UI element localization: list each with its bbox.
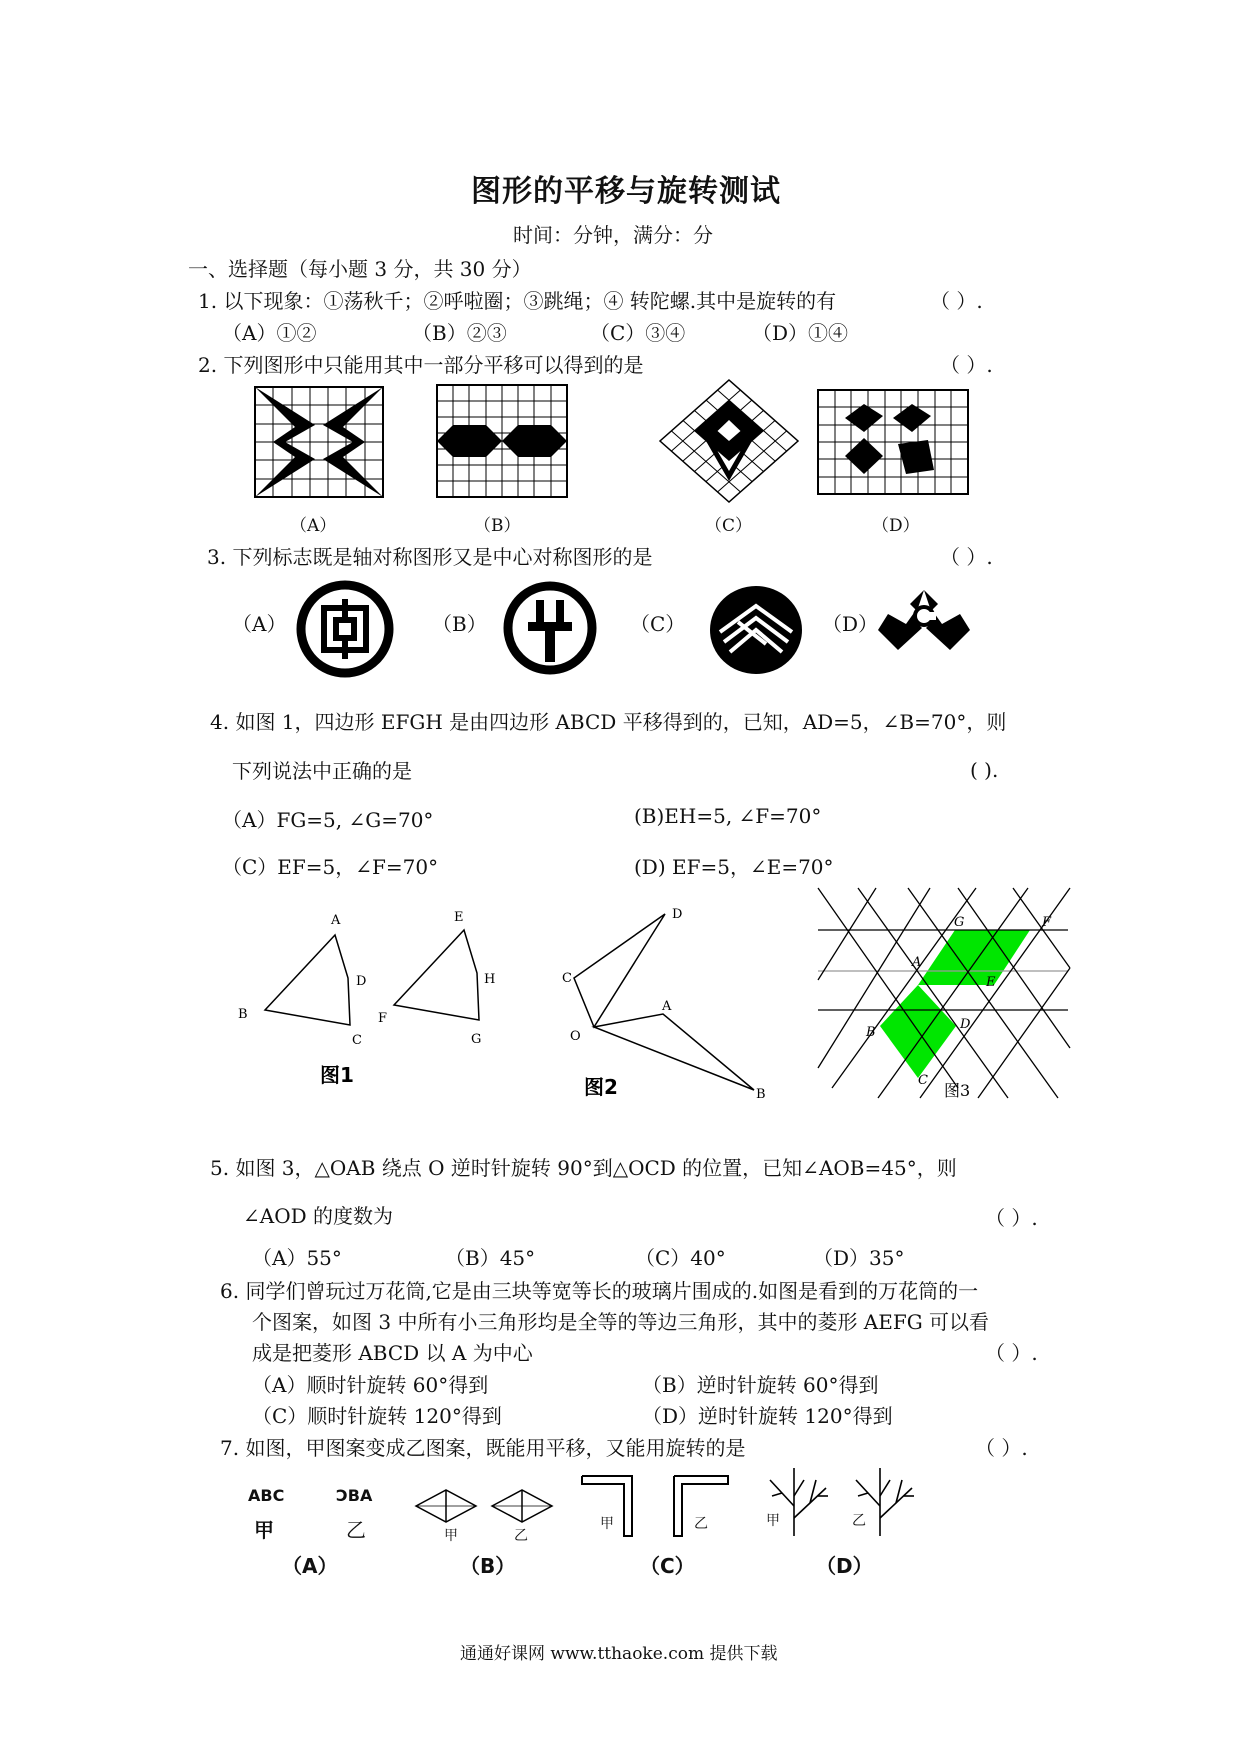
bank-logo-d-icon <box>876 586 972 656</box>
section-heading: 一、选择题（每小题 3 分，共 30 分） <box>188 257 532 281</box>
q6-option-c: （C）顺时针旋转 120°得到 <box>252 1404 502 1428</box>
fig3-label-e: E <box>986 975 996 990</box>
q5-stem-line2: ∠AOD 的度数为 <box>243 1204 393 1228</box>
fig1-label-h: H <box>484 972 496 987</box>
q1-option-a: （A）①② <box>222 321 317 345</box>
fig2-label-a: A <box>662 999 672 1014</box>
q2-answer-paren: （ ）. <box>940 353 993 377</box>
q5-option-a: （A）55° <box>252 1246 342 1270</box>
q5-answer-paren: （ ）. <box>985 1206 1038 1230</box>
page-title: 图形的平移与旋转测试 <box>471 174 781 209</box>
q7-c-jia-char: 甲 <box>600 1516 614 1532</box>
bank-logo-a-icon <box>296 580 394 678</box>
q7-a-jia-char: 甲 <box>254 1518 274 1542</box>
q1-option-d: （D）①④ <box>752 321 849 345</box>
q2-figure-c <box>660 380 798 502</box>
q3-answer-paren: （ ）. <box>940 545 993 569</box>
q6-option-a: （A）顺时针旋转 60°得到 <box>252 1373 489 1397</box>
fig3-label-a: A <box>912 955 922 970</box>
q4-option-d: (D) EF=5，∠E=70° <box>634 855 834 879</box>
q5-option-b: （B）45° <box>445 1246 536 1270</box>
q7-d-figure <box>762 1466 930 1538</box>
fig2-label-o: O <box>570 1029 581 1044</box>
q2-figure-b <box>437 385 567 497</box>
q7-caption-c: （C） <box>640 1554 695 1578</box>
fig3-label-b: B <box>866 1025 876 1040</box>
q6-line3: 成是把菱形 ABCD 以 A 为中心 <box>252 1341 533 1365</box>
fig3-label-f: F <box>1042 915 1052 930</box>
q5-option-c: （C）40° <box>635 1246 726 1270</box>
q7-d-jia-char: 甲 <box>766 1513 780 1529</box>
q1-option-c: （C）③④ <box>590 321 686 345</box>
q2-caption-d: （D） <box>872 516 920 536</box>
q5-option-d: （D）35° <box>813 1246 905 1270</box>
subtitle: 时间：分钟，满分：分 <box>513 223 713 247</box>
q3-label-d: （D） <box>822 612 879 636</box>
q2-caption-b: （B） <box>474 516 521 536</box>
fig3-caption: 图3 <box>944 1081 971 1100</box>
q2-figure-d <box>818 390 968 494</box>
q4-stem-line2: 下列说法中正确的是 <box>232 759 412 783</box>
fig2-label-b: B <box>756 1087 766 1102</box>
q7-a-yi-text: ƆBA <box>336 1486 373 1505</box>
q1-answer-paren: （ ）. <box>930 289 983 313</box>
q3-label-c: （C） <box>630 612 686 636</box>
fig2-caption: 图2 <box>584 1075 618 1099</box>
q6-line1: 6. 同学们曾玩过万花筒,它是由三块等宽等长的玻璃片围成的.如图是看到的万花筒的一 <box>220 1279 979 1303</box>
fig2-label-d: D <box>672 907 683 922</box>
fig1-label-g: G <box>471 1032 482 1047</box>
q5-stem-line1: 5. 如图 3，△OAB 绕点 O 逆时针旋转 90°到△OCD 的位置，已知∠AOB=45°，则 <box>210 1156 957 1180</box>
q7-a-yi-char: 乙 <box>346 1518 366 1542</box>
fig2-label-c: C <box>562 971 572 986</box>
q2-caption-c: （C） <box>705 516 753 536</box>
q6-answer-paren: （ ）. <box>985 1341 1038 1365</box>
q4-option-c: （C）EF=5，∠F=70° <box>222 855 439 879</box>
q4-stem-line1: 4. 如图 1，四边形 EFGH 是由四边形 ABCD 平移得到的，已知，AD=5，∠B=70°，则 <box>210 710 1007 734</box>
fig1-label-c: C <box>352 1033 362 1048</box>
fig3-label-d: D <box>960 1017 971 1032</box>
q6-option-d: （D）逆时针旋转 120°得到 <box>642 1404 893 1428</box>
fig1-label-f: F <box>378 1011 388 1026</box>
q4-option-a: （A）FG=5, ∠G=70° <box>222 808 434 832</box>
q7-answer-paren: （ ）. <box>975 1436 1028 1460</box>
figure-1 <box>230 900 500 1100</box>
figure-2 <box>548 904 788 1104</box>
q3-label-b: （B） <box>432 612 487 636</box>
q7-c-yi-char: 乙 <box>694 1516 708 1532</box>
fig1-label-e: E <box>454 910 464 925</box>
fig1-label-b: B <box>238 1007 248 1022</box>
fig3-label-c: C <box>918 1073 928 1088</box>
q7-b-figure <box>412 1486 560 1534</box>
figure-3 <box>808 888 1068 1098</box>
fig1-label-a: A <box>331 913 341 928</box>
q2-stem: 2. 下列图形中只能用其中一部分平移可以得到的是 <box>198 353 644 377</box>
q1-stem: 1. 以下现象：①荡秋千；②呼啦圈；③跳绳；④ 转陀螺.其中是旋转的有 <box>198 289 837 313</box>
fig1-caption: 图1 <box>320 1063 354 1087</box>
q3-label-a: （A） <box>232 612 287 636</box>
fig3-label-g: G <box>954 915 965 930</box>
q7-caption-a: （A） <box>282 1554 338 1578</box>
q7-d-yi-char: 乙 <box>852 1513 866 1529</box>
q6-line2: 个图案，如图 3 中所有小三角形均是全等的等边三角形，其中的菱形 AEFG 可以看 <box>252 1310 990 1334</box>
q7-a-jia-text: ABC <box>248 1486 285 1505</box>
fig1-label-d: D <box>356 974 367 989</box>
q4-answer-paren: ( ). <box>970 758 999 782</box>
q6-option-b: （B）逆时针旋转 60°得到 <box>642 1373 879 1397</box>
q1-option-b: （B）②③ <box>412 321 507 345</box>
q7-caption-b: （B） <box>460 1554 516 1578</box>
q3-stem: 3. 下列标志既是轴对称图形又是中心对称图形的是 <box>207 545 653 569</box>
q2-figure-a <box>255 387 383 497</box>
q7-caption-d: （D） <box>816 1554 873 1578</box>
q7-stem: 7. 如图，甲图案变成乙图案，既能用平移，又能用旋转的是 <box>220 1436 746 1460</box>
mobile-logo-c-icon <box>708 584 804 676</box>
page-footer: 通通好课网 www.tthaoke.com 提供下载 <box>460 1644 778 1664</box>
q7-b-yi-char: 乙 <box>514 1528 528 1544</box>
q4-option-b: (B)EH=5, ∠F=70° <box>634 804 822 828</box>
bank-logo-b-icon <box>502 578 598 676</box>
q7-b-jia-char: 甲 <box>444 1528 458 1544</box>
q2-caption-a: （A） <box>290 516 337 536</box>
